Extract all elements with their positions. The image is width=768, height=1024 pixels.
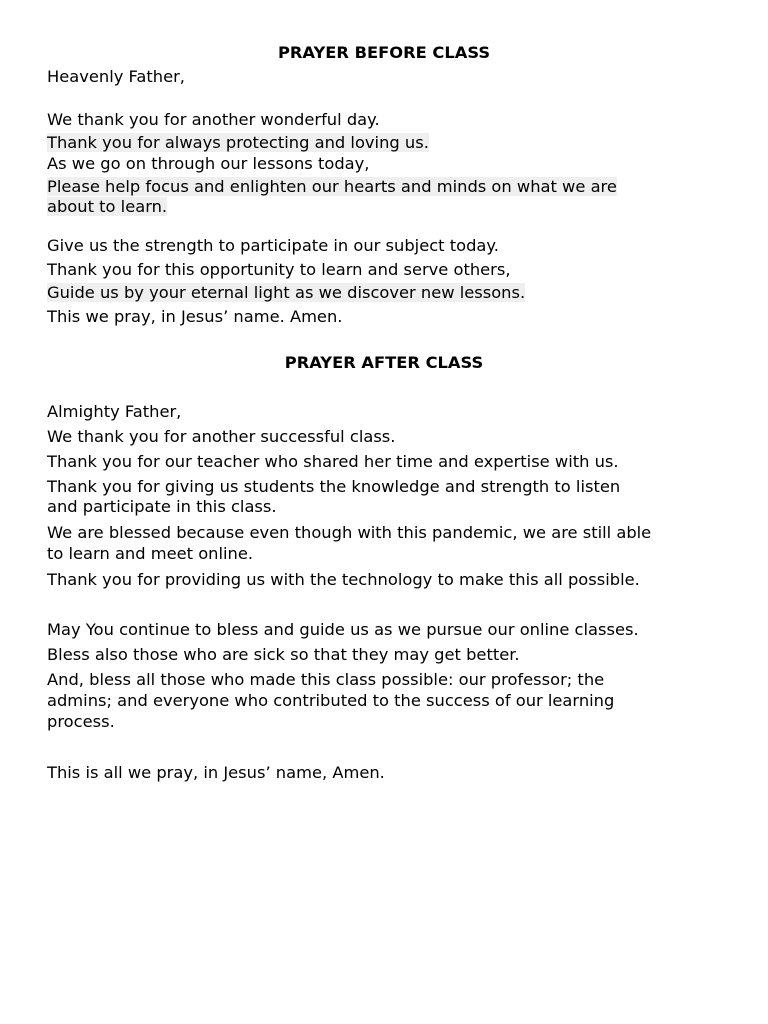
prayer-after-line: to learn and meet online. — [47, 544, 254, 563]
prayer-before-line: Give us the strength to participate in our subject today. — [47, 236, 499, 255]
prayer-before-line: Guide us by your eternal light as we discover new lessons. — [47, 283, 526, 302]
prayer-after-line: And, bless all those who made this class possible: our professor; the — [47, 670, 605, 689]
prayer-before-line: Heavenly Father, — [47, 67, 185, 86]
prayer-after-line: admins; and everyone who contributed to the success of our learning — [47, 691, 615, 710]
prayer-after-line: Thank you for our teacher who shared her time and expertise with us. — [47, 452, 619, 471]
prayer-after-line: Almighty Father, — [47, 402, 182, 421]
prayer-after-line: This is all we pray, in Jesus’ name, Amen. — [47, 763, 385, 782]
prayer-before-line: Thank you for always protecting and loving us. — [47, 133, 429, 152]
prayer-before-line: As we go on through our lessons today, — [47, 154, 370, 173]
prayer-after-line: We thank you for another successful class. — [47, 427, 396, 446]
prayer-after-line: process. — [47, 712, 115, 731]
prayer-after-title: PRAYER AFTER CLASS — [284, 353, 484, 372]
prayer-before-line: Thank you for this opportunity to learn and serve others, — [47, 260, 511, 279]
prayer-after-line: Thank you for giving us students the knowledge and strength to listen — [47, 477, 621, 496]
prayer-before-title: PRAYER BEFORE CLASS — [277, 43, 491, 62]
prayer-after-line: May You continue to bless and guide us as we pursue our online classes. — [47, 620, 639, 639]
prayer-before-line: We thank you for another wonderful day. — [47, 110, 380, 129]
prayer-after-line: We are blessed because even though with this pandemic, we are still able — [47, 523, 652, 542]
prayer-before-line: Please help focus and enlighten our hearts and minds on what we are — [47, 177, 617, 196]
prayer-before-line: This we pray, in Jesus’ name. Amen. — [47, 307, 343, 326]
prayer-after-line: Bless also those who are sick so that they may get better. — [47, 645, 520, 664]
prayer-after-line: Thank you for providing us with the technology to make this all possible. — [47, 570, 640, 589]
prayer-after-line: and participate in this class. — [47, 497, 277, 516]
prayer-before-line: about to learn. — [47, 197, 168, 216]
